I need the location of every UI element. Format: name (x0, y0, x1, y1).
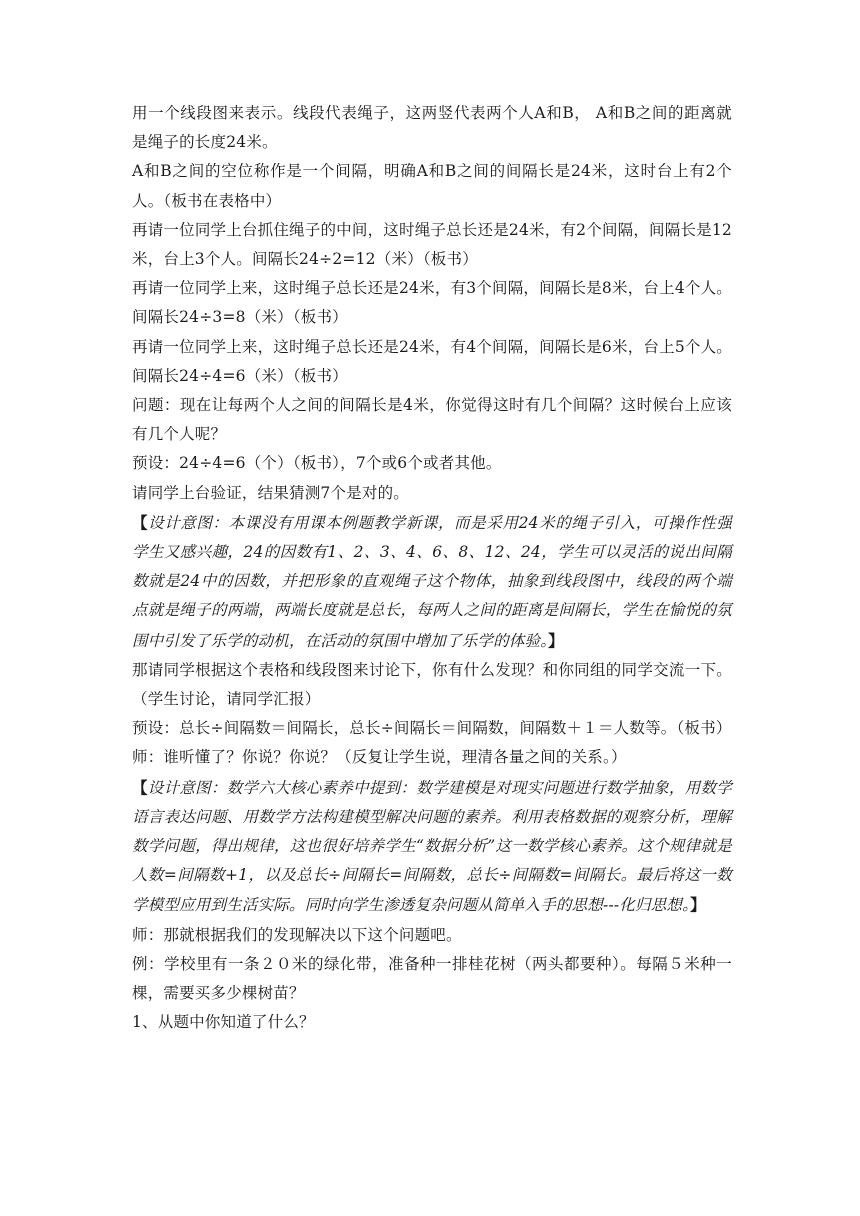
paragraph-preset-formulas: 预设：总长÷间隔数＝间隔长，总长÷间隔长＝间隔数，间隔数＋１＝人数等。（板书） (132, 719, 732, 738)
bracket-close: 】 (690, 895, 706, 915)
bracket-open: 【 (132, 512, 149, 532)
bracket-close: 】 (548, 630, 564, 650)
paragraph-preset-answer: 预设：24÷4=6（个）（板书），7个或6个或者其他。 (132, 454, 502, 473)
document-body (132, 99, 732, 1038)
paragraph-step-one: 1、从题中你知道了什么？ (132, 1013, 315, 1032)
design-intent-block-2 (132, 773, 732, 921)
paragraph-verification: 请同学上台验证，结果猜测7个是对的。 (132, 483, 409, 502)
design-intent-text-1: 设计意图：本课没有用课本例题教学新课，而是采用24米的绳子引入，可操作性强学生又感兴趣，24的因数有1、2、3、4、6、8、12、24，学生可以灵活的说出间隔数就是24中的因数，并把形象的直观绳子这个物体，抽象到线段图中，线段的两个端点就是绳子的两端，两端长度就是总长，每两人之间的距离是间隔长，学生在愉悦的氛围中引发了乐学的动机，在活动的氛围中增加了乐学的体验。 (132, 513, 732, 650)
paragraph-line-segment-intro: 用一个线段图来表示。线段代表绳子，这两竖代表两个人A和B， A和B之间的距离就是绳子的长度24米。 (132, 104, 732, 152)
paragraph-interval-definition: A和B之间的空位称作是一个间隔，明确A和B之间的间隔长是24米，这时台上有2个人。（板书在表格中） (132, 162, 732, 210)
paragraph-teacher-question: 师：谁听懂了？你说？你说？（反复让学生说，理清各量之间的关系。） (132, 748, 627, 767)
paragraph-three-intervals: 再请一位同学上来，这时绳子总长还是24米，有3个间隔，间隔长是8米，台上4个人。间隔长24÷3=8（米）（板书） (132, 279, 732, 327)
paragraph-two-intervals: 再请一位同学上台抓住绳子的中间，这时绳子总长还是24米，有2个间隔，间隔长是12米，台上3个人。间隔长24÷2=12（米）（板书） (132, 220, 732, 269)
paragraph-example-problem: 例：学校里有一条２０米的绿化带，准备种一排桂花树（两头都要种）。每隔５米种一棵，需要买多少棵树苗？ (132, 954, 732, 1003)
design-intent-text-2: 设计意图：数学六大核心素养中提到：数学建模是对现实问题进行数学抽象，用数学语言表达问题、用数学方法构建模型解决问题的素养。利用表格数据的观察分析，理解数学问题，得出规律，这也很好培养学生“数据分析”这一数学核心素养。这个规律就是人数=间隔数+1，以及总长÷间隔长=间隔数，总长÷间隔数=间隔长。最后将这一数学模型应用到生活实际。同时向学生渗透复杂问题从简单入手的思想---化归思想。 (132, 778, 732, 915)
paragraph-teacher-transition: 师：那就根据我们的发现解决以下这个问题吧。 (132, 925, 462, 944)
bracket-open: 【 (132, 777, 148, 797)
paragraph-question: 问题：现在让每两个人之间的间隔长是4米，你觉得这时有几个间隔？这时候台上应该有几个人呢？ (132, 396, 732, 444)
paragraph-four-intervals: 再请一位同学上来，这时绳子总长还是24米，有4个间隔，间隔长是6米，台上5个人。间隔长24÷4=6（米）（板书） (132, 337, 732, 385)
paragraph-discussion: 那请同学根据这个表格和线段图来讨论下，你有什么发现？和你同组的同学交流一下。（学生讨论，请同学汇报） (132, 660, 732, 709)
design-intent-block-1 (132, 508, 732, 656)
